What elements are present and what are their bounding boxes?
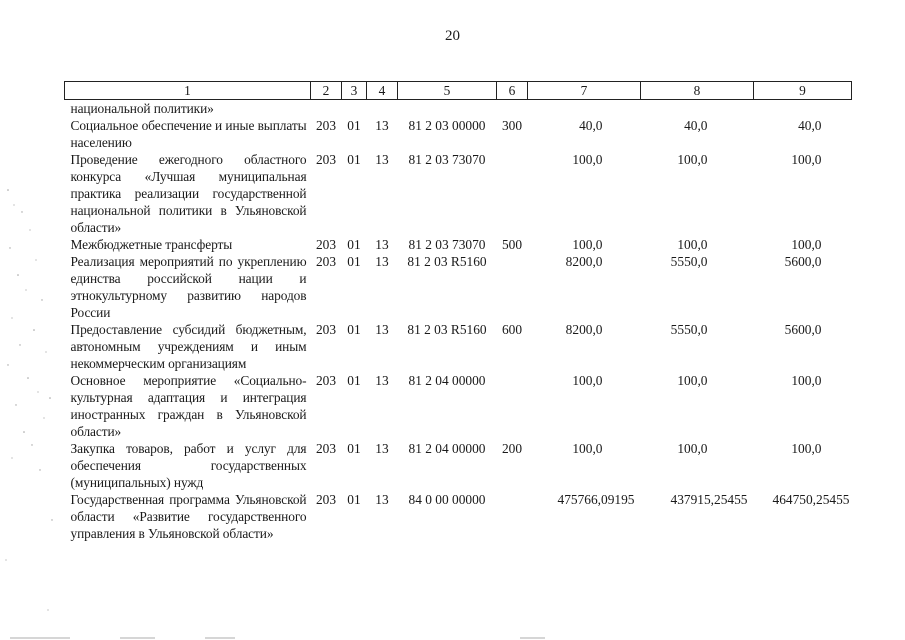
target-article-code	[398, 100, 497, 118]
amount-col-7: 40,0	[579, 118, 603, 133]
expense-type-code: 500	[501, 237, 523, 252]
table-row	[65, 151, 852, 236]
table-row	[65, 100, 852, 118]
section-code: 01	[347, 441, 361, 456]
amount-col-9: 100,0	[791, 373, 822, 388]
amount-col-8: 100,0	[677, 373, 708, 388]
expense-type-code	[497, 491, 528, 542]
row-name: Закупка товаров, работ и услуг для обеспечения государственных (муниципальных) нужд	[70, 441, 307, 490]
column-header-5: 5	[398, 82, 497, 100]
budget-table	[64, 81, 852, 542]
section-code: 01	[347, 373, 361, 388]
amount-col-9	[754, 100, 852, 118]
table-row	[65, 372, 852, 440]
expense-type-code: 200	[501, 441, 523, 456]
row-name: Проведение ежегодного областного конкурса «Лучшая муниципальная практика реализации государственной национальной политики в Ульяновской области»	[70, 152, 307, 235]
row-name: Социальное обеспечение и иные выплаты населению	[70, 118, 307, 150]
table-row	[65, 236, 852, 253]
admin-code: 203	[315, 492, 337, 507]
amount-col-7: 8200,0	[565, 254, 603, 269]
scan-noise-left-margin	[0, 0, 60, 640]
admin-code: 203	[315, 237, 337, 252]
table-row	[65, 253, 852, 321]
row-name: Реализация мероприятий по укреплению единства российской нации и этнокультурному развитию народов России	[70, 254, 307, 320]
expense-type-code: 600	[501, 322, 523, 337]
scan-edge-marks	[0, 628, 905, 640]
target-article-code: 81 2 03 00000	[408, 118, 486, 133]
admin-code: 203	[315, 322, 337, 337]
subsection-code: 13	[375, 373, 389, 388]
subsection-code: 13	[375, 237, 389, 252]
column-header-2: 2	[311, 82, 342, 100]
column-header-3: 3	[342, 82, 367, 100]
target-article-code: 81 2 04 00000	[408, 441, 486, 456]
column-header-9: 9	[754, 82, 852, 100]
subsection-code: 13	[375, 492, 389, 507]
expense-type-code	[497, 372, 528, 440]
section-code	[342, 100, 367, 118]
amount-col-7: 100,0	[572, 441, 603, 456]
target-article-code: 81 2 03 R5160	[407, 322, 487, 337]
target-article-code: 81 2 03 R5160	[407, 254, 487, 269]
column-header-4: 4	[367, 82, 398, 100]
amount-col-9: 5600,0	[784, 322, 822, 337]
page-number: 20	[445, 28, 460, 44]
amount-col-9: 5600,0	[784, 254, 822, 269]
amount-col-8: 100,0	[677, 152, 708, 167]
target-article-code: 81 2 03 73070	[408, 152, 486, 167]
expense-type-code	[497, 253, 528, 321]
subsection-code: 13	[375, 441, 389, 456]
table-row	[65, 440, 852, 491]
amount-col-7: 8200,0	[565, 322, 603, 337]
row-name: Государственная программа Ульяновской области «Развитие государственного управления в Ульяновской области»	[70, 492, 307, 541]
subsection-code	[367, 100, 398, 118]
target-article-code: 81 2 04 00000	[408, 373, 486, 388]
amount-col-8: 100,0	[677, 237, 708, 252]
subsection-code: 13	[375, 322, 389, 337]
amount-col-8: 437915,25455	[670, 492, 748, 507]
amount-col-7	[528, 100, 641, 118]
amount-col-7: 100,0	[572, 152, 603, 167]
amount-col-9: 100,0	[791, 152, 822, 167]
amount-col-8: 100,0	[677, 441, 708, 456]
amount-col-9: 40,0	[798, 118, 822, 133]
amount-col-7: 100,0	[572, 237, 603, 252]
section-code: 01	[347, 492, 361, 507]
admin-code: 203	[315, 441, 337, 456]
amount-col-8: 40,0	[684, 118, 708, 133]
target-article-code: 81 2 03 73070	[408, 237, 486, 252]
section-code: 01	[347, 237, 361, 252]
row-name: национальной политики»	[70, 101, 214, 116]
column-header-1: 1	[65, 82, 311, 100]
subsection-code: 13	[375, 118, 389, 133]
table-header-row	[65, 82, 852, 100]
expense-type-code: 300	[501, 118, 523, 133]
section-code: 01	[347, 118, 361, 133]
row-name: Межбюджетные трансферты	[70, 237, 233, 252]
amount-col-9: 464750,25455	[772, 492, 850, 507]
admin-code: 203	[315, 118, 337, 133]
admin-code: 203	[315, 373, 337, 388]
amount-col-9: 100,0	[791, 441, 822, 456]
amount-col-9: 100,0	[791, 237, 822, 252]
column-header-6: 6	[497, 82, 528, 100]
amount-col-8: 5550,0	[670, 254, 708, 269]
section-code: 01	[347, 254, 361, 269]
table-row	[65, 117, 852, 151]
section-code: 01	[347, 152, 361, 167]
column-header-8: 8	[641, 82, 754, 100]
expense-type-code	[497, 151, 528, 236]
expense-type-code	[497, 100, 528, 118]
amount-col-8	[641, 100, 754, 118]
column-header-7: 7	[528, 82, 641, 100]
admin-code: 203	[315, 152, 337, 167]
admin-code	[311, 100, 342, 118]
table-row	[65, 321, 852, 372]
subsection-code: 13	[375, 254, 389, 269]
subsection-code: 13	[375, 152, 389, 167]
amount-col-7: 100,0	[572, 373, 603, 388]
amount-col-8: 5550,0	[670, 322, 708, 337]
table-body	[65, 100, 852, 543]
row-name: Основное мероприятие «Социально-культурная адаптация и интеграция иностранных граждан в Ульяновской области»	[70, 373, 307, 439]
row-name: Предоставление субсидий бюджетным, автономным учреждениям и иным некоммерческим организациям	[70, 322, 307, 371]
section-code: 01	[347, 322, 361, 337]
table-row	[65, 491, 852, 542]
target-article-code: 84 0 00 00000	[408, 492, 486, 507]
amount-col-7: 475766,09195	[557, 492, 635, 507]
admin-code: 203	[315, 254, 337, 269]
